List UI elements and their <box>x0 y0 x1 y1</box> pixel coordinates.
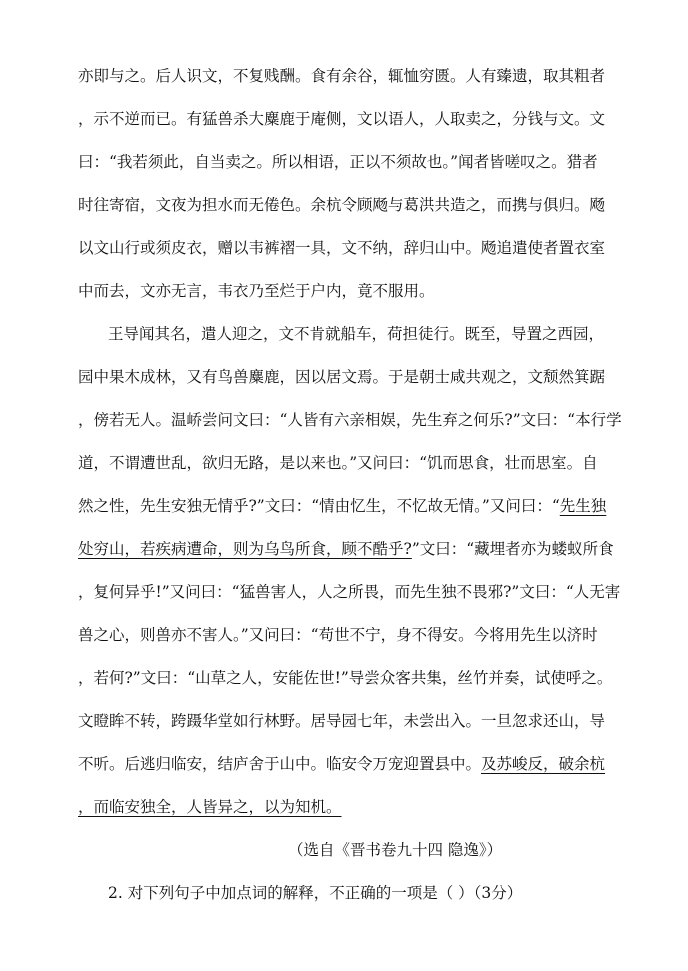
text-line <box>78 797 604 817</box>
paragraph-first-line: 王导闻其名，遣人迎之，文不肯就船车，荷担徒行。既至，导置之西园， <box>108 325 605 343</box>
text-line: 以文山行或须皮衣，赠以韦裤褶一具，文不纳，辞归山中。飏追遣使者置衣室 <box>78 239 606 257</box>
text-line: 园中果木成林，又有鸟兽麋鹿，因以居文焉。于是朝士咸共观之，文颓然箕踞 <box>78 368 606 386</box>
text-line: 亦即与之。后人识文，不复贱酬。食有余谷，辄恤穷匮。人有臻遗，取其粗者 <box>78 67 606 85</box>
text-line: 中而去，文亦无言，韦衣乃至烂于户内，竟不服用。 <box>78 282 435 300</box>
text-line: ，示不逆而已。有猛兽杀大麋鹿于庵侧，文以语人，人取卖之，分钱与文。文 <box>78 110 606 128</box>
question-stem: 2. 对下列句子中加点词的解释，不正确的一项是（ ）（3分） <box>108 884 523 902</box>
text-line <box>78 754 604 774</box>
text-line: 道，不谓遭世乱，欲归无路，是以来也。”又问曰：“饥而思食，壮而思室。自 <box>78 454 598 472</box>
text-segment: 不听。后逃归临安，结庐舍于山中。临安令万宠迎置县中。 <box>78 755 482 773</box>
text-line: ，傍若无人。温峤尝问文曰：“人皆有六亲相娱，先生弃之何乐?”文曰：“本行学 <box>78 411 622 429</box>
text-line: 曰：“我若须此，自当卖之。所以相语，正以不须故也。”闻者皆嗟叹之。猎者 <box>78 153 598 171</box>
text-line: ，若何?”文曰：“山草之人，安能佐世!”导尝众客共集，丝竹并奏，试使呼之。 <box>78 669 613 687</box>
text-line <box>78 539 614 559</box>
text-line: 时往寄宿，文夜为担水而无倦色。余杭令顾飏与葛洪共造之，而携与俱归。飏 <box>78 196 606 214</box>
text-line <box>78 496 607 516</box>
underlined-sentence: 处穷山，若疾病遭命，则为乌鸟所食，顾不酷乎? <box>78 540 412 558</box>
text-segment: ”文曰：“藏埋者亦为蝼蚁所食 <box>411 540 614 558</box>
text-line: 兽之心，则兽亦不害人。”又问曰：“苟世不宁，身不得安。今将用先生以济时 <box>78 626 598 644</box>
text-segment: 然之性，先生安独无情乎?”文曰：“情由忆生，不忆故无情。”又问曰：“ <box>78 497 560 515</box>
underlined-sentence: 先生独 <box>559 497 607 515</box>
underlined-sentence: 及苏峻反，破余杭 <box>481 755 606 773</box>
underlined-sentence: ，而临安独全，人皆异之，以为知机。 <box>78 798 342 816</box>
source-citation: （选自《晋书卷九十四 隐逸》） <box>288 841 503 859</box>
text-line: ，复何异乎!”又问曰：“猛兽害人，人之所畏，而先生独不畏邪?”文曰：“人无害 <box>78 583 621 601</box>
text-line: 文瞪眸不转，跨蹑华堂如行林野。居导园七年，未尝出入。一旦忽求还山，导 <box>78 712 606 730</box>
